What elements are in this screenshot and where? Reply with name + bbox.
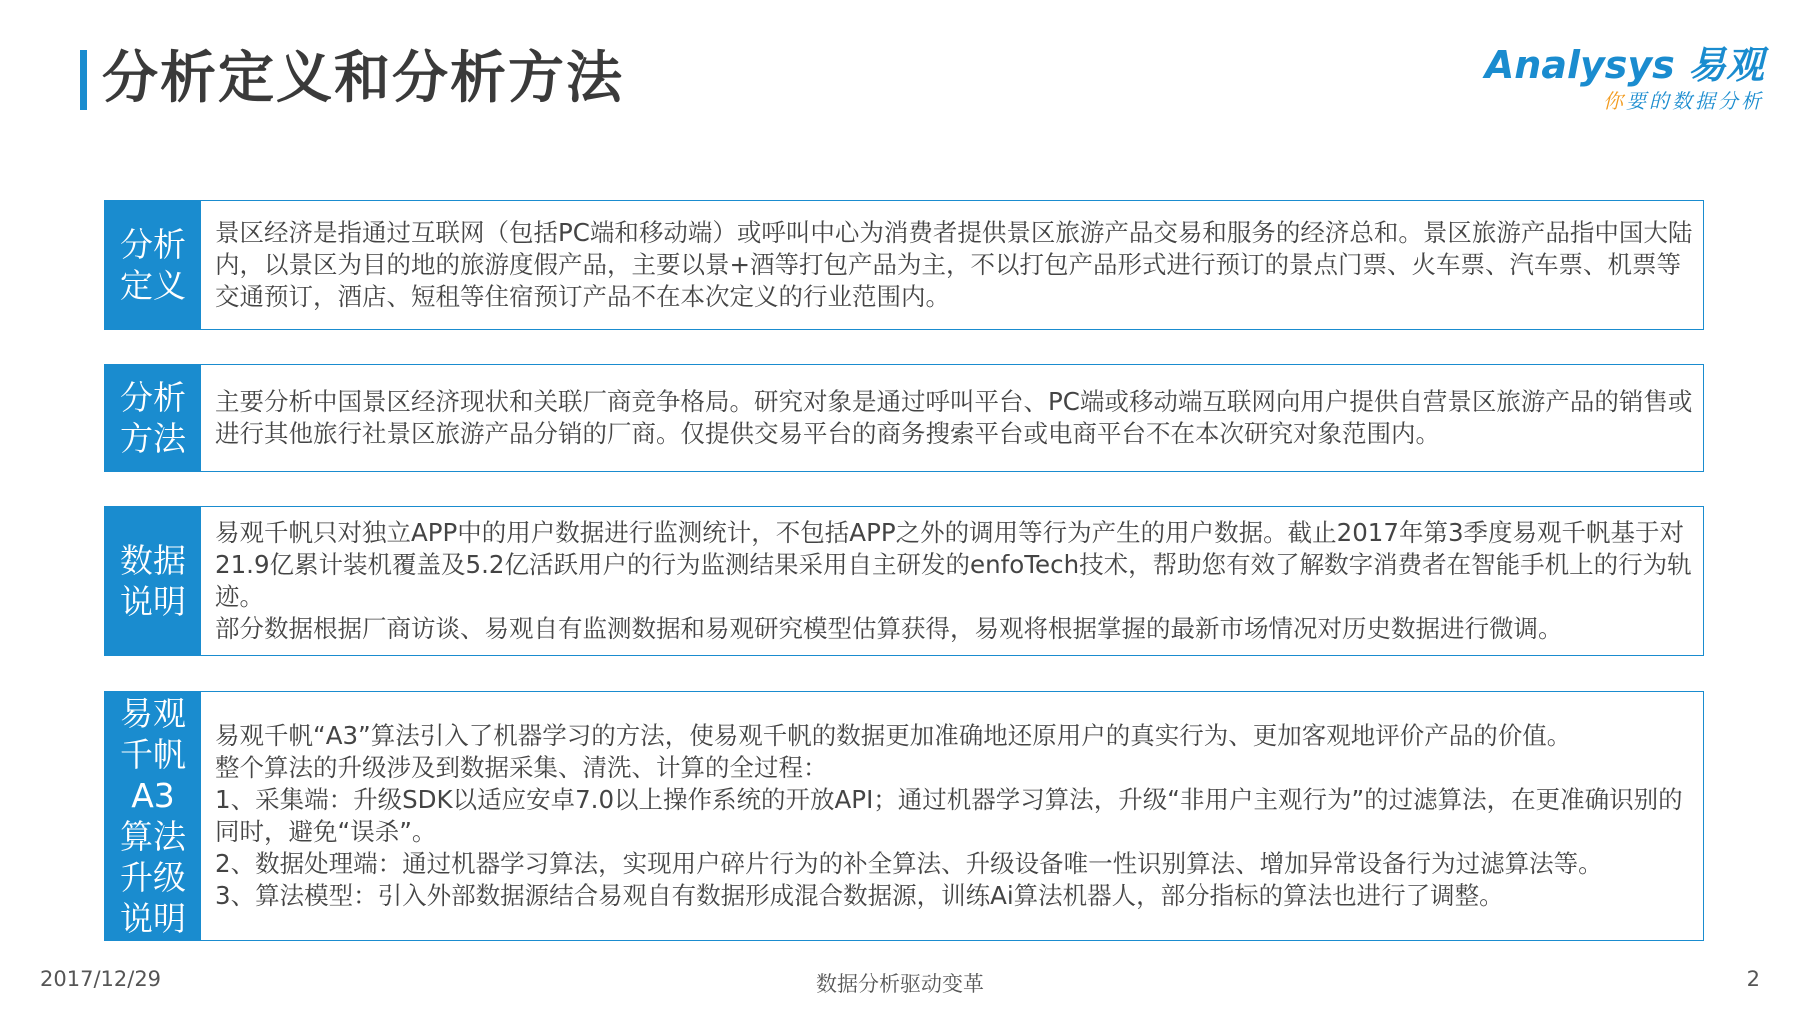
page-number: 2 — [1746, 967, 1760, 991]
paragraph: 易观千帆“A3”算法引入了机器学习的方法，使易观千帆的数据更加准确地还原用户的真实行为、更加客观地评价产品的价值。 — [215, 721, 1572, 750]
block-label: 易观千帆A3算法升级说明 — [105, 692, 201, 940]
logo-brand: Analysys 易观 — [1484, 43, 1764, 87]
paragraph: 易观千帆只对独立APP中的用户数据进行监测统计，不包括APP之外的调用等行为产生的用户数据。截止2017年第3季度易观千帆基于对21.9亿累计装机覆盖及5.2亿活跃用户的行为监测结果采用自主研发的enfoTech技术，帮助您有效了解数字消费者在智能手机上的行为轨迹。 — [215, 518, 1692, 611]
paragraph: 2、数据处理端：通过机器学习算法，实现用户碎片行为的补全算法、升级设备唯一性识别算法、增加异常设备行为过滤算法等。 — [215, 849, 1603, 878]
paragraph: 1、采集端：升级SDK以适应安卓7.0以上操作系统的开放API；通过机器学习算法，升级“非用户主观行为”的过滤算法，在更准确识别的同时，避免“误杀”。 — [215, 785, 1683, 846]
footer-date: 2017/12/29 — [40, 967, 162, 991]
paragraph: 部分数据根据厂商访谈、易观自有监测数据和易观研究模型估算获得，易观将根据掌握的最新市场情况对历史数据进行微调。 — [215, 614, 1563, 643]
block-label: 分析方法 — [105, 365, 201, 471]
block-content — [201, 507, 1703, 655]
title-accent-bar — [80, 50, 87, 110]
algorithm-upgrade-block — [104, 691, 1704, 941]
logo-slogan-accent: 你 — [1603, 89, 1626, 113]
block-label: 数据说明 — [105, 507, 201, 655]
logo-slogan — [1603, 88, 1764, 114]
paragraph: 主要分析中国景区经济现状和关联厂商竞争格局。研究对象是通过呼叫平台、PC端或移动端互联网向用户提供自营景区旅游产品的销售或进行其他旅行社景区旅游产品分销的厂商。仅提供交易平台的商务搜索平台或电商平台不在本次研究对象范围内。 — [215, 387, 1693, 448]
block-content — [201, 201, 1703, 329]
logo-slogan-rest: 要的数据分析 — [1626, 89, 1764, 113]
method-block — [104, 364, 1704, 472]
analysys-logo — [1484, 40, 1764, 120]
paragraph: 3、算法模型：引入外部数据源结合易观自有数据形成混合数据源，训练Ai算法机器人，部分指标的算法也进行了调整。 — [215, 881, 1504, 910]
data-note-block — [104, 506, 1704, 656]
definition-block — [104, 200, 1704, 330]
block-label: 分析定义 — [105, 201, 201, 329]
paragraph: 景区经济是指通过互联网（包括PC端和移动端）或呼叫中心为消费者提供景区旅游产品交易和服务的经济总和。景区旅游产品指中国大陆内，以景区为目的地的旅游度假产品，主要以景+酒等打包产品为主，不以打包产品形式进行预订的景点门票、火车票、汽车票、机票等交通预订，酒店、短租等住宿预订产品不在本次定义的行业范围内。 — [215, 218, 1693, 311]
block-content — [201, 692, 1703, 940]
paragraph: 整个算法的升级涉及到数据采集、清洗、计算的全过程： — [215, 753, 828, 782]
block-content — [201, 365, 1703, 471]
footer-tagline: 数据分析驱动变革 — [816, 972, 984, 996]
page-title: 分析定义和分析方法 — [102, 46, 624, 111]
